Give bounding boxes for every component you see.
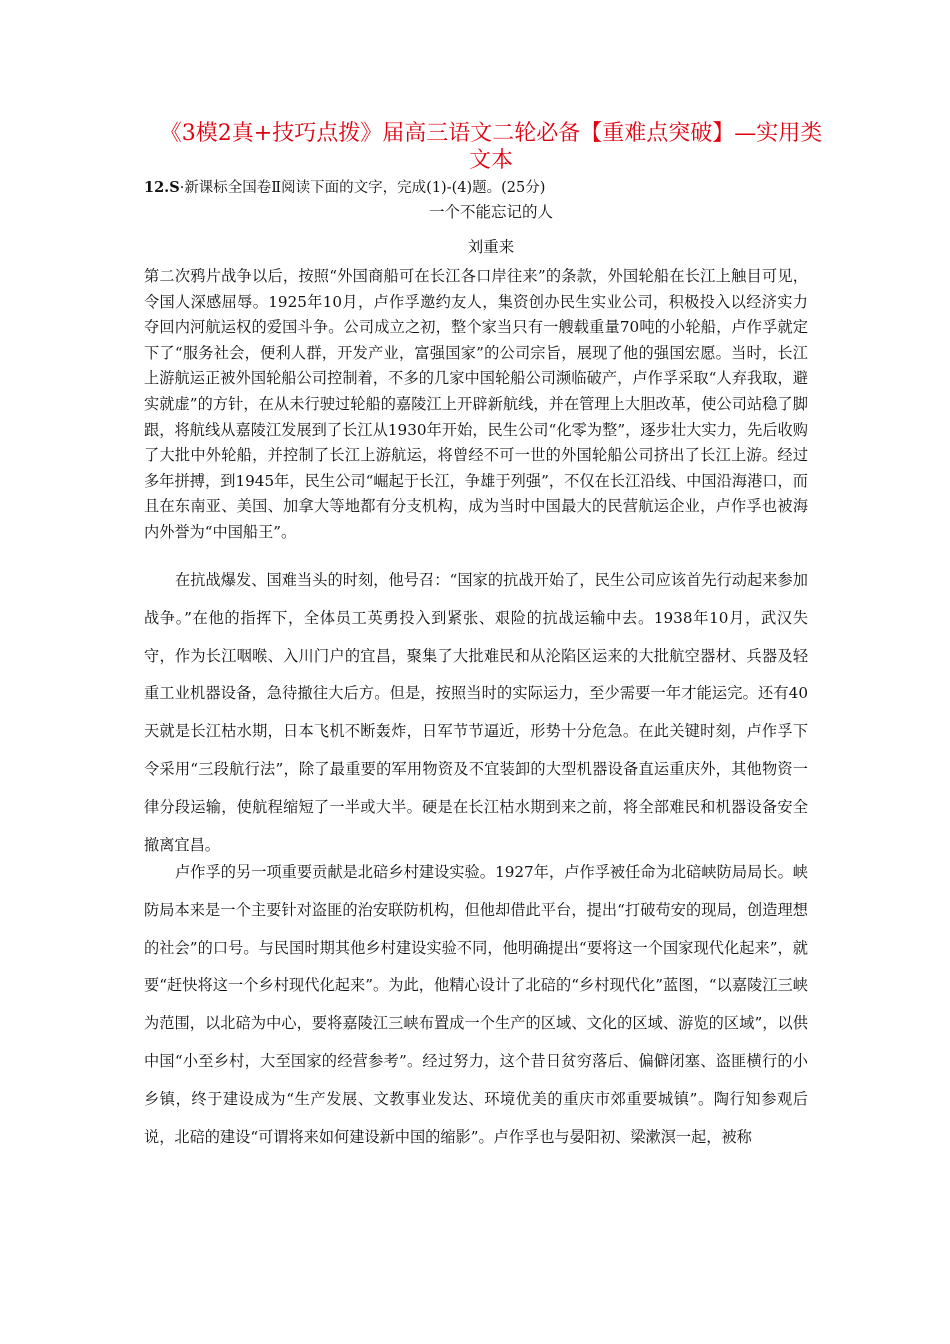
article-author: 刘重来: [467, 238, 515, 256]
question-prompt: [144, 178, 844, 198]
question-number: 12.S: [144, 179, 180, 196]
paragraph-1: 第二次鸦片战争以后，按照“外国商船可在长江各口岸往来”的条款，外国轮船在长江上触目可见，令国人深感屈辱。1925年10月，卢作孚邀约友人，集资创办民生实业公司，积极投入以经济实力夺回内河航运权的爱国斗争。公司成立之初，整个家当只有一艘载重量70吨的小轮船，卢作孚就定下了“服务社会，便利人群，开发产业，富强国家”的公司宗旨，展现了他的强国宏愿。当时，长江上游航运正被外国轮船公司控制着，不多的几家中国轮船公司濒临破产，卢作孚采取“人弃我取，避实就虚”的方针，在从未行驶过轮船的嘉陵江上开辟新航线，并在管理上大胆改革，使公司站稳了脚跟，将航线从嘉陵江发展到了长江从1930年开始，民生公司“化零为整”，逐步壮大实力，先后收购了大批中外轮船，并控制了长江上游航运，将曾经不可一世的外国轮船公司挤出了长江上游。经过多年拼搏，到1945年，民生公司“崛起于长江，争雄于列强”，不仅在长江沿线、中国沿海港口，而且在东南亚、美国、加拿大等地都有分支机构，成为当时中国最大的民营航运企业，卢作孚也被海内外誉为“中国船王”。: [144, 267, 808, 541]
paragraph-3: 卢作孚的另一项重要贡献是北碚乡村建设实验。1927年，卢作孚被任命为北碚峡防局局长。峡防局本来是一个主要针对盗匪的治安联防机构，但他却借此平台，提出“打破苟安的现局，创造理想的社会”的口号。与民国时期其他乡村建设实验不同，他明确提出“要将这一个国家现代化起来”，就要“赶快将这一个乡村现代化起来”。为此，他精心设计了北碚的“乡村现代化”蓝图，“以嘉陵江三峡为范围，以北碚为中心，要将嘉陵江三峡布置成一个生产的区域、文化的区域、游览的区域”，以供中国“小至乡村，大至国家的经营参考”。经过努力，这个昔日贫穷落后、偏僻闭塞、盗匪横行的小乡镇，终于建设成为“生产发展、文教事业发达、环境优美的重庆市郊重要城镇”。陶行知参观后说，北碚的建设“可谓将来如何建设新中国的缩影”。卢作孚也与晏阳初、梁漱溟一起，被称: [144, 863, 808, 1146]
article-title: 一个不能忘记的人: [428, 203, 553, 221]
document-title: 《3模2真+技巧点拨》届高三语文二轮必备【重难点突破】—实用类文本: [159, 121, 823, 173]
question-text: ·新课标全国卷Ⅱ阅读下面的文字，完成(1)-(4)题。(25分): [179, 180, 546, 196]
paragraph-2: 在抗战爆发、国难当头的时刻，他号召：“国家的抗战开始了，民生公司应该首先行动起来参加战争。”在他的指挥下，全体员工英勇投入到紧张、艰险的抗战运输中去。1938年10月，武汉失守，作为长江咽喉、入川门户的宜昌，聚集了大批难民和从沦陷区运来的大批航空器材、兵器及轻重工业机器设备，急待撤往大后方。但是，按照当时的实际运力，至少需要一年才能运完。还有40天就是长江枯水期，日本飞机不断轰炸，日军节节逼近，形势十分危急。在此关键时刻，卢作孚下令采用“三段航行法”，除了最重要的军用物资及不宜装卸的大型机器设备直运重庆外，其他物资一律分段运输，使航程缩短了一半或大半。硬是在长江枯水期到来之前，将全部难民和机器设备安全撤离宜昌。: [144, 571, 808, 854]
